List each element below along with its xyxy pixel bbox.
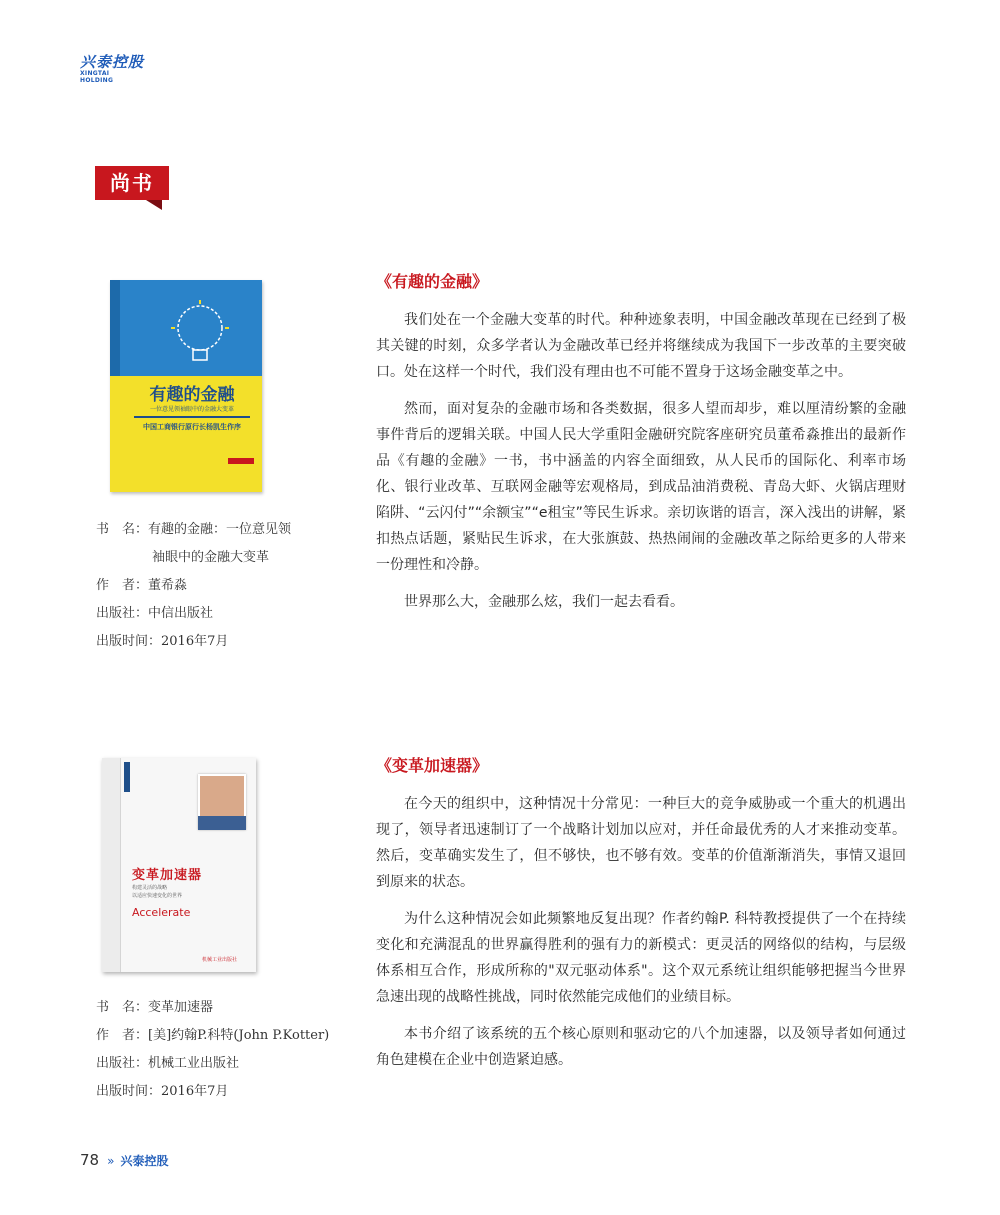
paragraph: 在今天的组织中，这种情况十分常见：一种巨大的竞争威胁或一个重大的机遇出现了，领导者迅速制订了一个战略计划加以应对，并任命最优秀的人才来推动变革。然后，变革确实发生了，但不够快，也不够有效。变革的价值渐渐消失，事情又退回到原来的状态。: [376, 796, 906, 890]
label: 书 名：: [96, 1000, 149, 1015]
author-row: [96, 572, 291, 600]
cover-publisher: 机械工业出版社: [202, 957, 238, 963]
book-cover-accelerate: [102, 758, 256, 972]
cover-red-badge: [228, 458, 254, 464]
book-name-row: [96, 516, 291, 544]
article-body-2: [376, 791, 906, 1084]
label: 出版时间：: [96, 1084, 162, 1099]
book-name-cont: 袖眼中的金融大变革: [152, 550, 270, 565]
book-name-row-2: [96, 544, 291, 572]
article-title-2: 《变革加速器》: [376, 756, 489, 775]
publish-date: 2016年7月: [161, 1084, 229, 1099]
cover-subtitle-2: 以适应快速变化的世界: [132, 893, 183, 899]
cover-subtitle-1: 构建灵活的战略: [132, 885, 168, 891]
author-photo-shirt: [198, 816, 246, 830]
lightbulb-icon: [165, 298, 235, 368]
paragraph: 然而，面对复杂的金融市场和各类数据，很多人望而却步，难以厘清纷繁的金融事件背后的逻辑关联。中国人民大学重阳金融研究院客座研究员董希淼推出的最新作品《有趣的金融》一书，书中涵盖的内容全面细致，从人民币的国际化、利率市场化、银行业改革、互联网金融等宏观格局，到成品油消费税、青岛大虾、火锅店理财陷阱、“云闪付”“余额宝”“e租宝”等民生诉求。亲切诙谐的语言，深入浅出的讲解，紧扣热点话题，紧贴民生诉求，在大张旗鼓、热热闹闹的金融改革之际给更多的人带来一份理性和冷静。: [376, 401, 906, 573]
article-body-1: [376, 307, 906, 626]
publisher-row: [96, 1050, 329, 1078]
logo-cn-text: 兴泰控股: [80, 53, 145, 71]
paragraph: 世界那么大，金融那么炫，我们一起去看看。: [404, 594, 684, 610]
paragraph: 我们处在一个金融大变革的时代。种种迹象表明，中国金融改革现在已经到了极其关键的时刻，众多学者认为金融改革已经并将继续成为我国下一步改革的主要突破口。处在这样一个时代，我们没有理由也不可能不置身于这场金融变革之中。: [376, 312, 906, 380]
book-info-1: [96, 516, 291, 656]
book-name: 有趣的金融：一位意见领: [148, 522, 292, 537]
publish-date: 2016年7月: [161, 634, 229, 649]
label: 书 名：: [96, 522, 149, 537]
book-cover-interesting-finance: [110, 280, 262, 492]
book-name-row: [96, 994, 329, 1022]
section-tag-fold: [146, 200, 162, 210]
book-info-2: [96, 994, 329, 1106]
date-row: [96, 1078, 329, 1106]
footer-company-name: 兴泰控股: [120, 1154, 169, 1168]
date-row: [96, 628, 291, 656]
label: 作 者：: [96, 1028, 149, 1043]
company-logo: [80, 54, 144, 84]
label: 作 者：: [96, 578, 149, 593]
publisher: 中信出版社: [148, 606, 214, 621]
publisher-mark: [124, 762, 130, 792]
publisher: 机械工业出版社: [148, 1056, 240, 1071]
book-name: 变革加速器: [148, 1000, 214, 1015]
section-tag: 尚书: [95, 166, 169, 200]
logo-en-text: XINGTAI HOLDING: [80, 70, 114, 84]
author-row: [96, 1022, 329, 1050]
paragraph: 为什么这种情况会如此频繁地反复出现？作者约翰P. 科特教授提供了一个在持续变化和充满混乱的世界赢得胜利的强有力的新模式：更灵活的网络似的结构，与层级体系相互合作，形成所称的"双元驱动体系"。这个双元系统让组织能够把握当今世界急速出现的战略性挑战，同时依然能完成他们的业绩目标。: [376, 911, 906, 1005]
label: 出版时间：: [96, 634, 162, 649]
cover-tagline: 中国工商银行原行长杨凯生作序: [143, 423, 241, 431]
paragraph: 本书介绍了该系统的五个核心原则和驱动它的八个加速器，以及领导者如何通过角色建模在企业中创造紧迫感。: [376, 1026, 906, 1068]
cover-divider: [134, 416, 250, 418]
page-number: 78: [80, 1151, 100, 1169]
cover-subtitle: 一位意见领袖眼中的金融大变革: [149, 406, 234, 413]
article-title-1: 《有趣的金融》: [376, 272, 489, 291]
publisher-row: [96, 600, 291, 628]
double-chevron-icon: »: [107, 1154, 115, 1168]
label: 出版社：: [96, 1056, 149, 1071]
author: 董希淼: [148, 578, 188, 593]
author: [美]约翰P.科特(John P.Kotter): [148, 1028, 330, 1043]
cover-en-title: Accelerate: [132, 906, 191, 919]
book-spine: [102, 758, 121, 972]
cover-title: 有趣的金融: [149, 385, 235, 405]
page-footer: [80, 1151, 168, 1169]
label: 出版社：: [96, 606, 149, 621]
cover-title: 变革加速器: [132, 868, 203, 883]
